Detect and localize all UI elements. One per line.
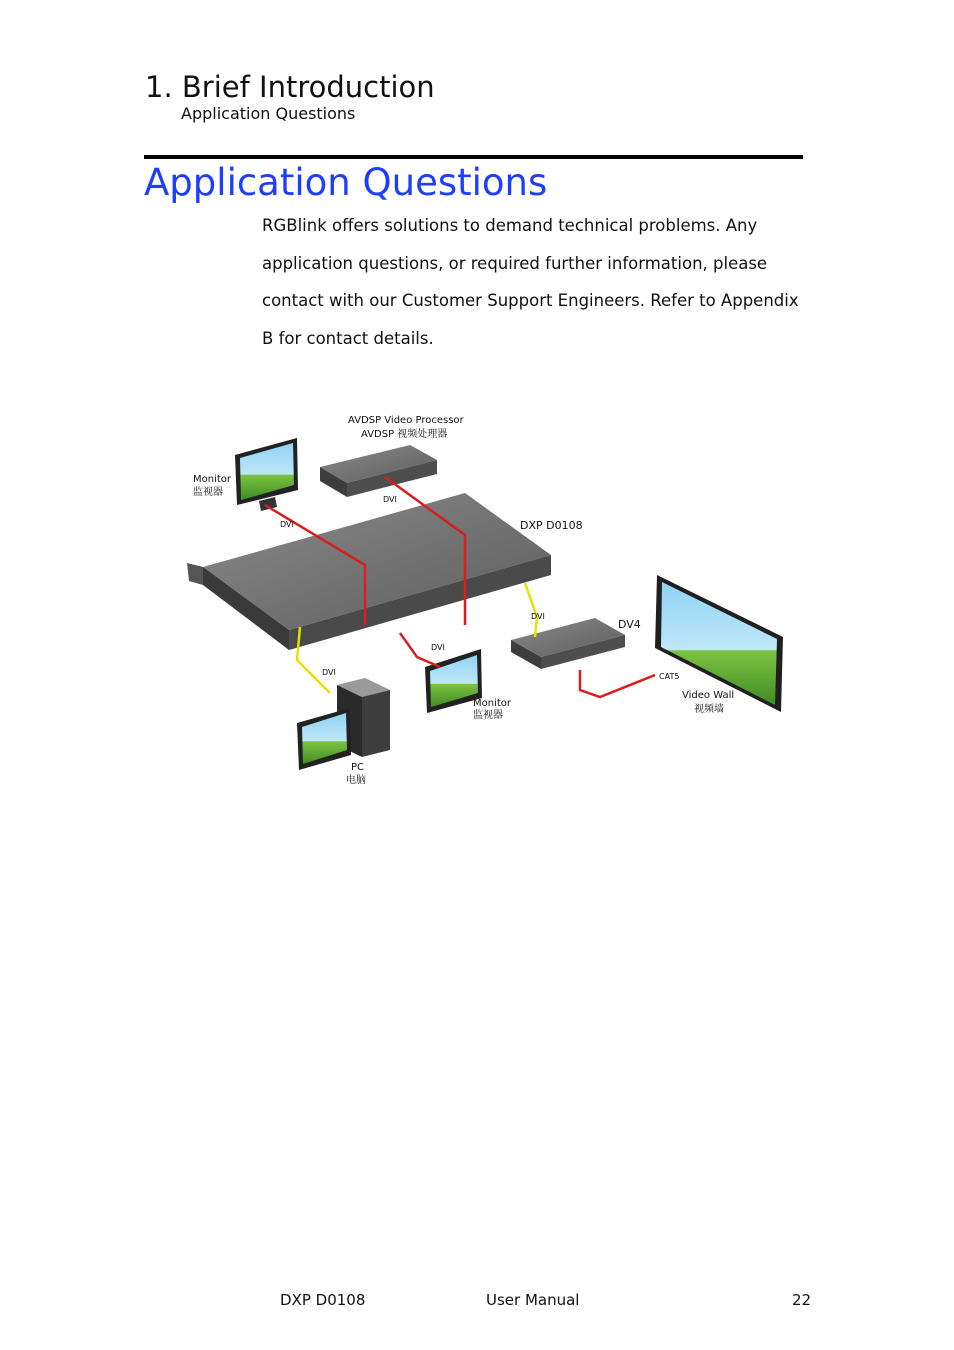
page-title: Application Questions <box>144 161 548 204</box>
intro-paragraph: RGBlink offers solutions to demand technical problems. Any application questions, or required further information, please contact with our Customer Support Engineers. Refer to Appendix B for contact details. <box>262 216 799 348</box>
monitor-1-label-cn: 监视器 <box>193 487 223 498</box>
footer-product: DXP D0108 <box>280 1291 366 1309</box>
pc-device <box>297 678 390 770</box>
processor-label: AVDSP Video Processor <box>348 415 464 426</box>
dvi-label-3: DVI <box>431 643 445 652</box>
video-wall-label: Video Wall <box>682 690 735 701</box>
heading-rule <box>144 155 803 159</box>
dv4-device <box>511 618 625 669</box>
monitor-1-label: Monitor <box>193 474 232 485</box>
cat5-label: CAT5 <box>659 672 680 681</box>
dvi-label-5: DVI <box>531 612 545 621</box>
dvi-label-4: DVI <box>322 668 336 677</box>
chapter-heading: 1. Brief Introduction <box>145 70 435 104</box>
processor-label-cn: AVDSP 视频处理器 <box>361 429 448 440</box>
footer-doc-title: User Manual <box>486 1291 580 1309</box>
avdsp-processor-device <box>320 445 437 497</box>
monitor-1-device <box>235 438 298 511</box>
connection-diagram <box>185 405 785 790</box>
footer-page-number: 22 <box>792 1291 812 1309</box>
dvi-label-1: DVI <box>280 520 294 529</box>
dvi-label-2: DVI <box>383 495 397 504</box>
switcher-label: DXP D0108 <box>520 519 583 532</box>
monitor-2-label-cn: 监视器 <box>473 710 503 721</box>
pc-label-cn: 电脑 <box>346 775 366 786</box>
dv4-label: DV4 <box>618 618 641 631</box>
video-wall-label-cn: 视频墙 <box>694 704 724 715</box>
pc-label: PC <box>351 762 365 773</box>
monitor-2-label: Monitor <box>473 698 512 709</box>
section-subheading: Application Questions <box>181 104 356 123</box>
dxp-d0108-switcher <box>187 493 551 650</box>
